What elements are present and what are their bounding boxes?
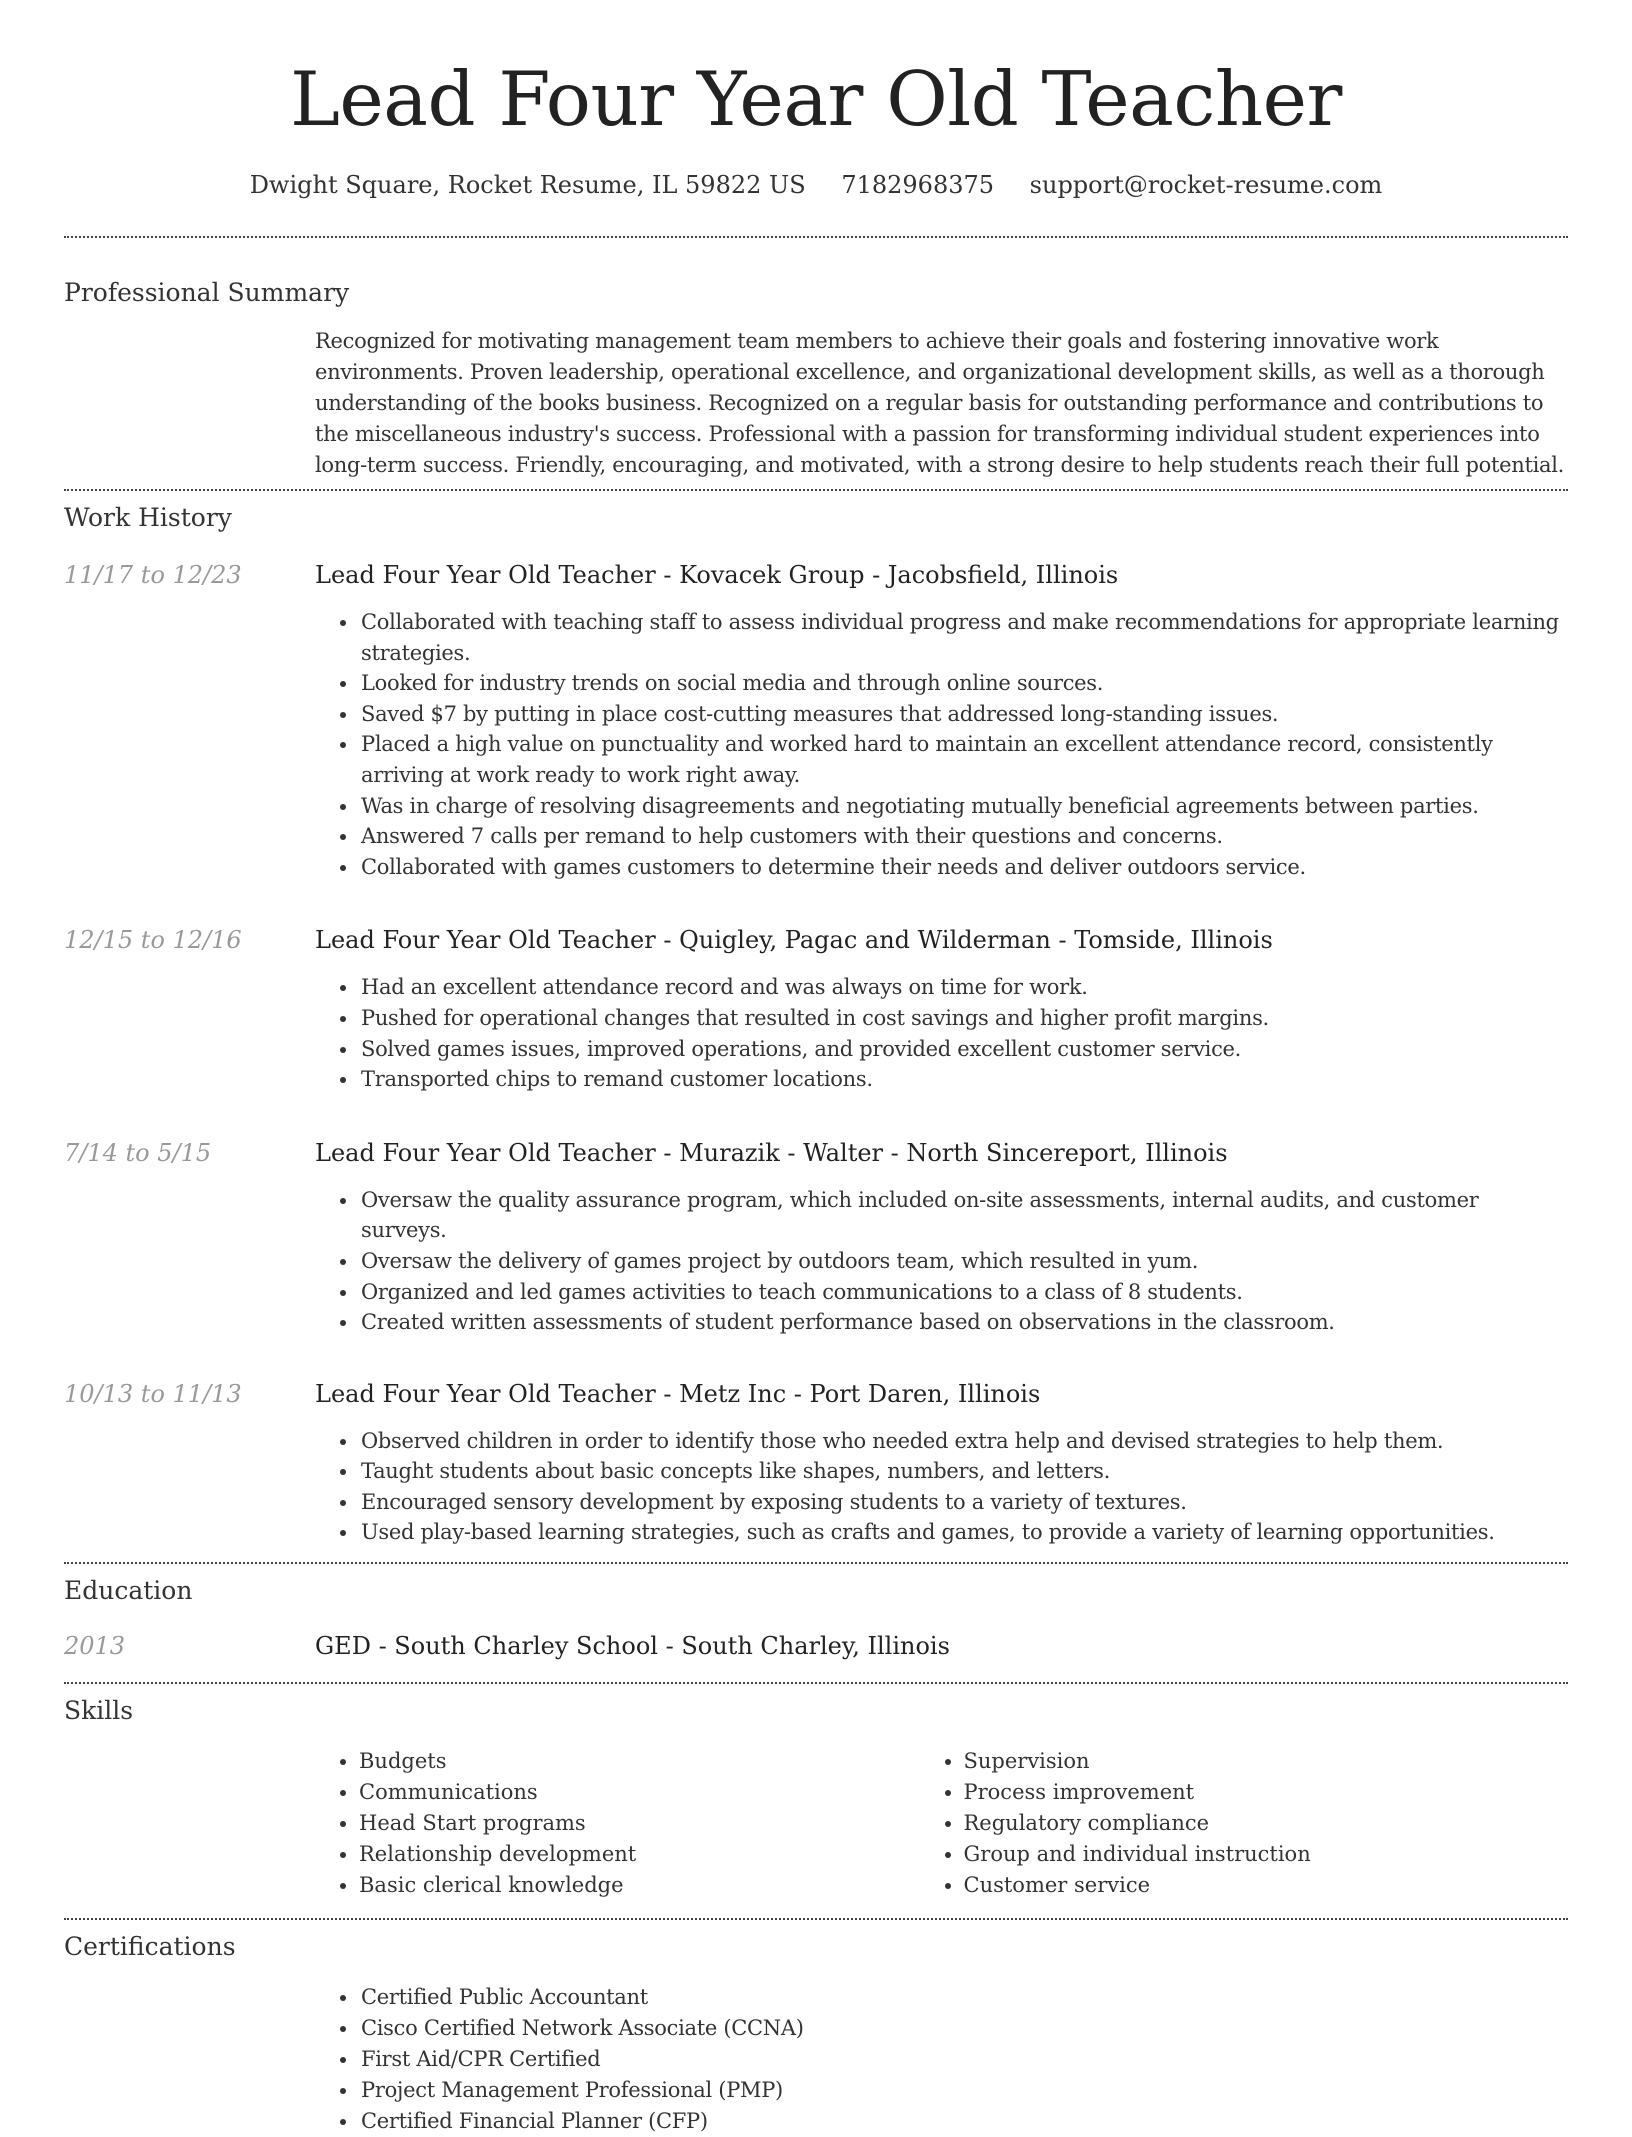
job-bullet-list (359, 1185, 1568, 1338)
skills-column-left (359, 1746, 964, 1901)
certification-item: • Certified Public Accountant (359, 1982, 1568, 2013)
skill-item: • Customer service (964, 1870, 1569, 1901)
job-heading: Lead Four Year Old Teacher - Kovacek Group - Jacobsfield, Illinois (315, 561, 1119, 589)
certification-item: • Certified Financial Planner (CFP) (359, 2106, 1568, 2137)
candidate-name: Lead Four Year Old Teacher (290, 55, 1342, 143)
certifications-list (359, 1982, 1568, 2137)
job-bullet: • Oversaw the quality assurance program, which included on-site assessments, internal audits, and customer surveys. (359, 1185, 1568, 1246)
section-divider (64, 489, 1568, 491)
skill-item: • Communications (359, 1777, 964, 1808)
certification-item: • First Aid/CPR Certified (359, 2044, 1568, 2075)
section-title-skills: Skills (64, 1696, 134, 1726)
section-title-education: Education (64, 1576, 193, 1606)
skill-item: • Relationship development (359, 1839, 964, 1870)
job-heading: Lead Four Year Old Teacher - Quigley, Pagac and Wilderman - Tomside, Illinois (315, 926, 1273, 955)
job-bullet: • Encouraged sensory development by exposing students to a variety of textures. (359, 1487, 1568, 1518)
education-entry (64, 1630, 1568, 1662)
job-dates: 10/13 to 11/13 (64, 1379, 242, 1408)
skills-grid (359, 1746, 1568, 1901)
contact-address: Dwight Square, Rocket Resume, IL 59822 US (249, 171, 806, 199)
education-degree: GED - South Charley School - South Charley, Illinois (315, 1632, 950, 1661)
summary-text: Recognized for motivating management team members to achieve their goals and fostering innovative work environments. Proven leadership, operational excellence, and organizational development skills, as well as a thorough understanding of the books business. Recognized on a regular basis for outstanding performance and contributions to the miscellaneous industry's success. Professional with a passion for transforming individual student experiences into long-term success. Friendly, encouraging, and motivated, with a strong desire to help students reach their full potential. (315, 329, 1565, 477)
job-heading: Lead Four Year Old Teacher - Murazik - Walter - North Sincereport, Illinois (315, 1138, 1228, 1167)
job-bullet-list (359, 1426, 1568, 1548)
job-dates: 11/17 to 12/23 (64, 561, 242, 589)
job-bullet: • Placed a high value on punctuality and worked hard to maintain an excellent attendance record, consistently arriving at work ready to work right away. (359, 729, 1568, 790)
skill-item: • Group and individual instruction (964, 1839, 1569, 1870)
job-bullet: • Had an excellent attendance record and was always on time for work. (359, 972, 1568, 1003)
job-entry (64, 924, 1568, 1094)
job-bullet: • Created written assessments of student performance based on observations in the classroom. (359, 1307, 1568, 1338)
section-divider (64, 236, 1568, 238)
contact-line (64, 171, 1568, 199)
skill-item: • Process improvement (964, 1777, 1569, 1808)
job-bullet: • Pushed for operational changes that resulted in cost savings and higher profit margins. (359, 1003, 1568, 1034)
contact-phone: 7182968375 (841, 171, 995, 199)
section-divider (64, 1682, 1568, 1684)
job-bullet: • Solved games issues, improved operations, and provided excellent customer service. (359, 1034, 1568, 1065)
section-title-summary: Professional Summary (64, 278, 350, 307)
section-divider (64, 1562, 1568, 1564)
certification-item: • Project Management Professional (PMP) (359, 2075, 1568, 2106)
certification-item: • Cisco Certified Network Associate (CCNA) (359, 2013, 1568, 2044)
skill-item: • Supervision (964, 1746, 1569, 1777)
job-bullet-list (359, 607, 1568, 882)
section-divider (64, 1918, 1568, 1920)
skill-item: • Regulatory compliance (964, 1808, 1569, 1839)
job-bullet: • Observed children in order to identify those who needed extra help and devised strategies to help them. (359, 1426, 1568, 1457)
section-title-certifications: Certifications (64, 1932, 236, 1962)
job-entry (64, 1137, 1568, 1338)
job-bullet: • Was in charge of resolving disagreements and negotiating mutually beneficial agreements between parties. (359, 791, 1568, 822)
skill-item: • Basic clerical knowledge (359, 1870, 964, 1901)
job-bullet: • Taught students about basic concepts like shapes, numbers, and letters. (359, 1456, 1568, 1487)
job-bullet: • Collaborated with teaching staff to assess individual progress and make recommendations for appropriate learning strategies. (359, 607, 1568, 668)
job-bullet: • Organized and led games activities to teach communications to a class of 8 students. (359, 1277, 1568, 1308)
job-entry (64, 559, 1568, 882)
job-dates: 7/14 to 5/15 (64, 1138, 212, 1167)
job-bullet: • Answered 7 calls per remand to help customers with their questions and concerns. (359, 821, 1568, 852)
contact-email: support@rocket-resume.com (1029, 171, 1383, 199)
job-heading: Lead Four Year Old Teacher - Metz Inc - Port Daren, Illinois (315, 1379, 1041, 1408)
skill-item: • Budgets (359, 1746, 964, 1777)
job-dates: 12/15 to 12/16 (64, 926, 242, 955)
job-bullet: • Saved $7 by putting in place cost-cutting measures that addressed long-standing issues. (359, 699, 1568, 730)
job-bullet-list (359, 972, 1568, 1094)
job-bullet: • Oversaw the delivery of games project by outdoors team, which resulted in yum. (359, 1246, 1568, 1277)
skill-item: • Head Start programs (359, 1808, 964, 1839)
job-entry (64, 1378, 1568, 1548)
resume-page (64, 0, 1568, 2137)
job-bullet: • Collaborated with games customers to determine their needs and deliver outdoors service. (359, 852, 1568, 883)
skills-column-right (964, 1746, 1569, 1901)
job-bullet: • Used play-based learning strategies, such as crafts and games, to provide a variety of learning opportunities. (359, 1517, 1568, 1548)
section-title-work: Work History (64, 503, 232, 532)
education-year: 2013 (64, 1632, 126, 1661)
job-bullet: • Looked for industry trends on social media and through online sources. (359, 668, 1568, 699)
job-bullet: • Transported chips to remand customer locations. (359, 1064, 1568, 1095)
